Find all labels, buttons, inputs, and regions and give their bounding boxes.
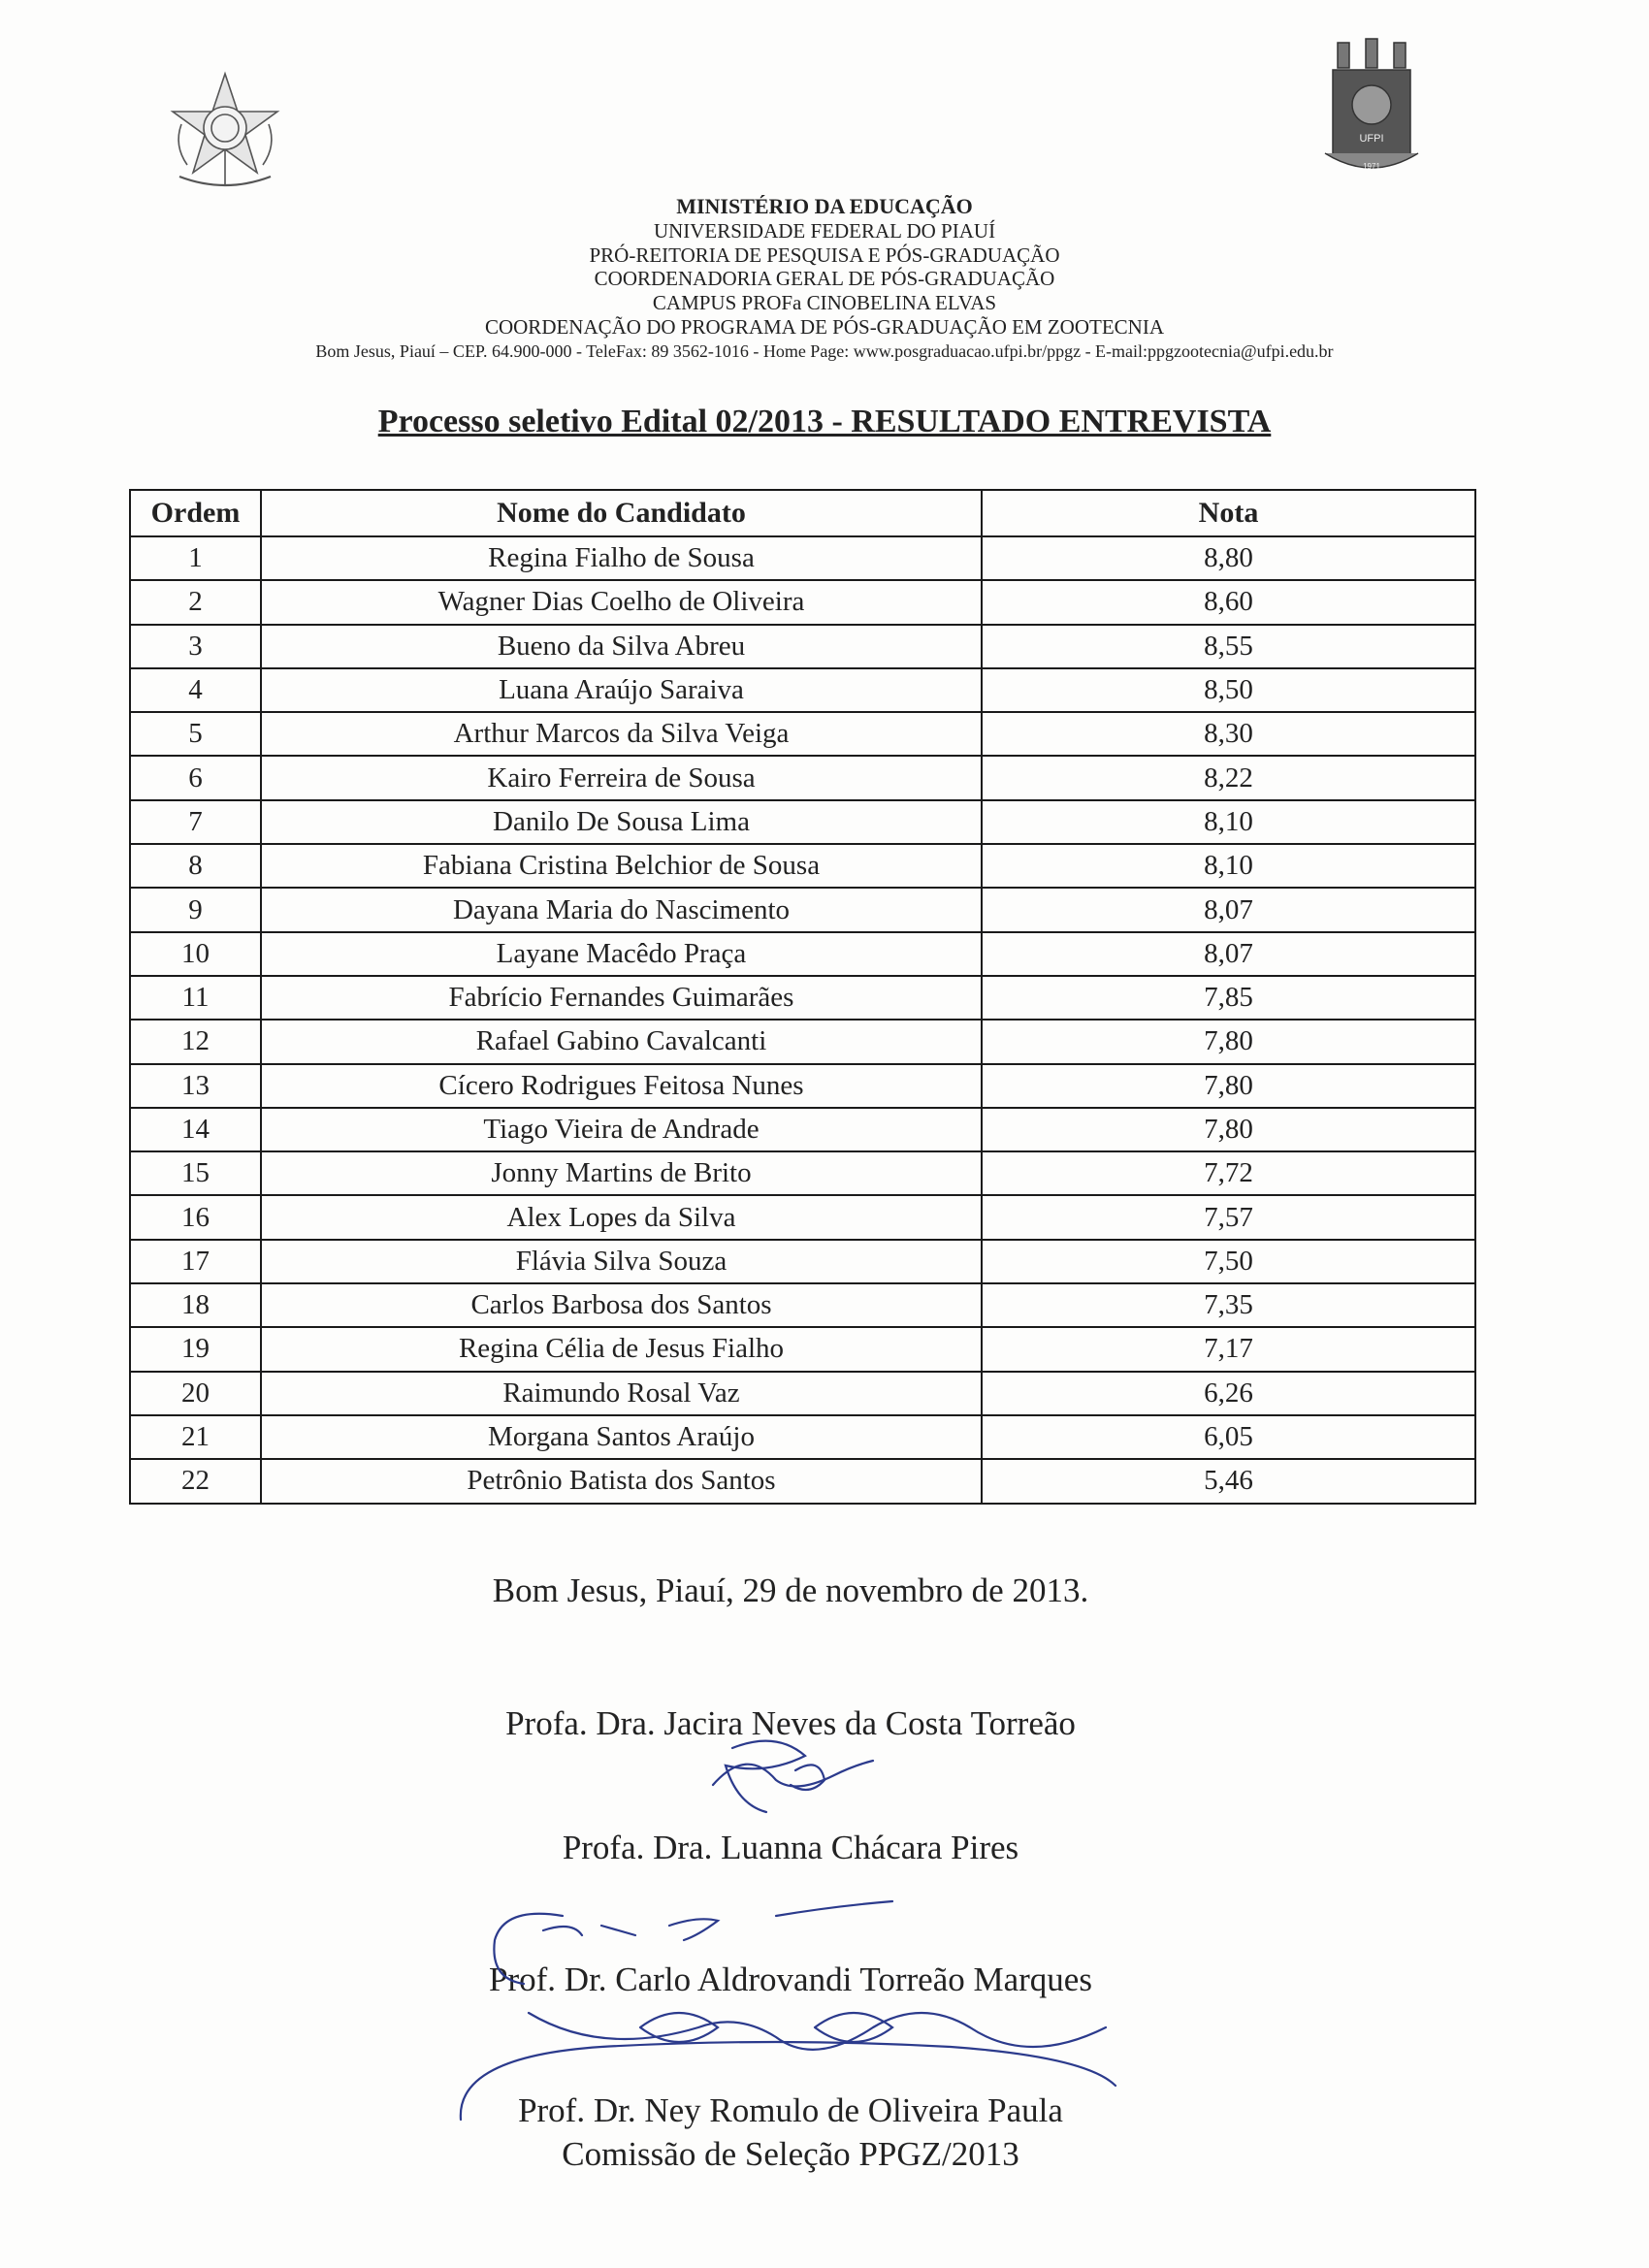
table-row [130,625,1475,668]
cell-nota: 8,60 [982,580,1475,624]
cell-nome: Regina Célia de Jesus Fialho [261,1327,982,1371]
svg-text:UFPI: UFPI [1359,133,1384,145]
table-row [130,976,1475,1020]
cell-ordem: 17 [130,1240,261,1283]
cell-nota: 5,46 [982,1459,1475,1503]
signatory-name: Profa. Dra. Jacira Neves da Costa Torreão [505,1704,1076,1742]
results-table [129,489,1476,1505]
brasao-republica-icon [160,68,291,199]
cell-ordem: 22 [130,1459,261,1503]
document-title: Processo seletivo Edital 02/2013 - RESULTADO ENTREVISTA [377,404,1272,439]
table-row [130,536,1475,580]
cell-nota: 7,85 [982,976,1475,1020]
table-row [130,844,1475,888]
cell-nome: Flávia Silva Souza [261,1240,982,1283]
cell-nome: Danilo De Sousa Lima [261,800,982,844]
table-row [130,888,1475,931]
cell-ordem: 19 [130,1327,261,1371]
cell-nota: 8,80 [982,536,1475,580]
cell-nome: Bueno da Silva Abreu [261,625,982,668]
cell-nome: Layane Macêdo Praça [261,932,982,976]
signature-mark [713,1741,873,1812]
cell-nota: 6,05 [982,1415,1475,1459]
signatory-name: Profa. Dra. Luanna Chácara Pires [562,1829,1019,1866]
cell-ordem: 1 [130,536,261,580]
table-row [130,1108,1475,1151]
cell-nota: 7,80 [982,1064,1475,1108]
table-row [130,1415,1475,1459]
cell-nota: 7,17 [982,1327,1475,1371]
table-row [130,668,1475,712]
cell-nome: Wagner Dias Coelho de Oliveira [261,580,982,624]
header-coordination: COORDENADORIA GERAL DE PÓS-GRADUAÇÃO [594,267,1055,291]
cell-nome: Carlos Barbosa dos Santos [261,1283,982,1327]
svg-text:1971: 1971 [1363,162,1380,171]
cell-ordem: 2 [130,580,261,624]
table-row [130,712,1475,756]
header-address: Bom Jesus, Piauí – CEP. 64.900-000 - TeleFax: 89 3562-1016 - Home Page: www.posgraduacao.ufpi.br/ppgz - E-mail:ppgzootecnia@ufpi.edu.br [315,340,1334,361]
cell-ordem: 12 [130,1020,261,1063]
cell-nota: 8,07 [982,932,1475,976]
signatory-name: Prof. Dr. Ney Romulo de Oliveira Paula [518,2091,1063,2129]
cell-ordem: 7 [130,800,261,844]
cell-nome: Kairo Ferreira de Sousa [261,756,982,799]
committee-name: Comissão de Seleção PPGZ/2013 [562,2135,1019,2173]
cell-ordem: 10 [130,932,261,976]
cell-nome: Jonny Martins de Brito [261,1151,982,1195]
column-header-nome: Nome do Candidato [261,490,982,536]
cell-ordem: 11 [130,976,261,1020]
ufpi-logo-icon [1311,37,1433,187]
cell-ordem: 9 [130,888,261,931]
cell-nota: 7,50 [982,1240,1475,1283]
cell-ordem: 14 [130,1108,261,1151]
cell-ordem: 18 [130,1283,261,1327]
table-row [130,1064,1475,1108]
institution-header [0,194,1649,362]
table-row [130,1283,1475,1327]
cell-nome: Fabrício Fernandes Guimarães [261,976,982,1020]
cell-nota: 8,07 [982,888,1475,931]
cell-ordem: 13 [130,1064,261,1108]
cell-nota: 7,72 [982,1151,1475,1195]
header-ministry: MINISTÉRIO DA EDUCAÇÃO [676,194,973,218]
cell-nome: Alex Lopes da Silva [261,1195,982,1239]
cell-nome: Regina Fialho de Sousa [261,536,982,580]
column-header-ordem: Ordem [130,490,261,536]
table-row [130,756,1475,799]
cell-ordem: 5 [130,712,261,756]
cell-nome: Petrônio Batista dos Santos [261,1459,982,1503]
cell-nota: 6,26 [982,1372,1475,1415]
cell-nome: Cícero Rodrigues Feitosa Nunes [261,1064,982,1108]
cell-nota: 8,55 [982,625,1475,668]
column-header-nota: Nota [982,490,1475,536]
header-university: UNIVERSIDADE FEDERAL DO PIAUÍ [653,218,996,243]
cell-ordem: 3 [130,625,261,668]
cell-ordem: 16 [130,1195,261,1239]
cell-nota: 8,10 [982,844,1475,888]
header-pro-rectorate: PRÓ-REITORIA DE PESQUISA E PÓS-GRADUAÇÃO [589,243,1060,267]
table-row [130,932,1475,976]
cell-nome: Luana Araújo Saraiva [261,668,982,712]
table-row [130,1372,1475,1415]
cell-nome: Tiago Vieira de Andrade [261,1108,982,1151]
place-date: Bom Jesus, Piauí, 29 de novembro de 2013. [492,1571,1089,1609]
table-row [130,1459,1475,1503]
cell-nota: 8,10 [982,800,1475,844]
header-program: COORDENAÇÃO DO PROGRAMA DE PÓS-GRADUAÇÃO EM ZOOTECNIA [484,315,1165,340]
cell-nome: Fabiana Cristina Belchior de Sousa [261,844,982,888]
cell-nota: 8,22 [982,756,1475,799]
cell-ordem: 6 [130,756,261,799]
cell-ordem: 15 [130,1151,261,1195]
cell-ordem: 8 [130,844,261,888]
table-row [130,1240,1475,1283]
cell-nota: 8,30 [982,712,1475,756]
cell-nota: 7,80 [982,1108,1475,1151]
cell-ordem: 4 [130,668,261,712]
cell-ordem: 20 [130,1372,261,1415]
table-header-row [130,490,1475,536]
cell-nota: 7,35 [982,1283,1475,1327]
cell-nota: 7,80 [982,1020,1475,1063]
table-row [130,1151,1475,1195]
cell-nota: 8,50 [982,668,1475,712]
cell-nome: Dayana Maria do Nascimento [261,888,982,931]
table-row [130,580,1475,624]
table-row [130,1327,1475,1371]
cell-nome: Morgana Santos Araújo [261,1415,982,1459]
header-campus: CAMPUS PROFa CINOBELINA ELVAS [652,291,997,315]
cell-nome: Rafael Gabino Cavalcanti [261,1020,982,1063]
table-row [130,1020,1475,1063]
cell-nota: 7,57 [982,1195,1475,1239]
signatory-name: Prof. Dr. Carlo Aldrovandi Torreão Marques [489,1960,1092,1998]
table-body [130,536,1475,1504]
cell-nome: Arthur Marcos da Silva Veiga [261,712,982,756]
table-row [130,1195,1475,1239]
table-row [130,800,1475,844]
cell-ordem: 21 [130,1415,261,1459]
cell-nome: Raimundo Rosal Vaz [261,1372,982,1415]
